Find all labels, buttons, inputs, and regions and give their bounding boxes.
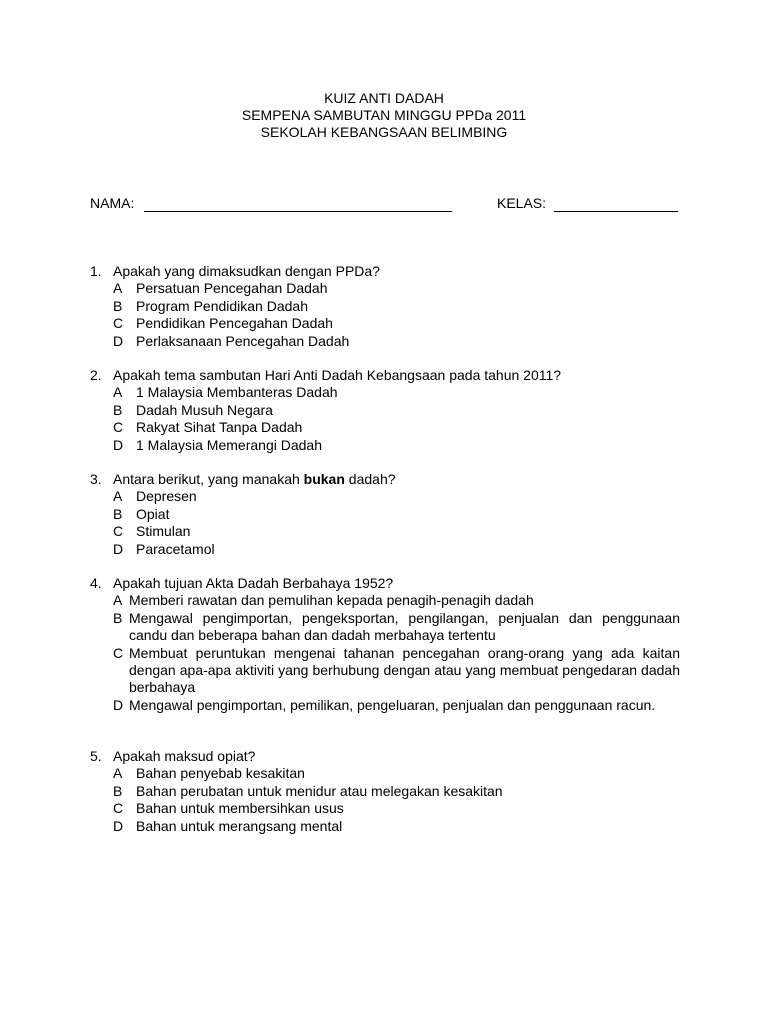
- option-text: Bahan penyebab kesakitan: [136, 765, 305, 782]
- question-number: 1.: [90, 263, 102, 279]
- question-number: 2.: [90, 367, 102, 383]
- option-b: [90, 298, 680, 315]
- option-letter: B: [113, 505, 123, 522]
- option-b: [90, 402, 680, 419]
- option-letter: C: [113, 644, 124, 661]
- option-d: [90, 697, 680, 714]
- option-text: Pendidikan Pencegahan Dadah: [136, 315, 333, 332]
- question-number: 5.: [90, 748, 102, 764]
- option-letter: D: [113, 436, 124, 453]
- question-1: [90, 263, 680, 350]
- option-a: [90, 384, 680, 401]
- option-text: Rakyat Sihat Tanpa Dadah: [136, 419, 303, 436]
- option-text: Mengawal pengimportan, pengeksportan, pengilangan, penjualan dan penggunaan candu dan beberapa bahan dan dadah merbahaya tertentu: [129, 609, 680, 644]
- class-blank-line: [554, 211, 678, 212]
- option-c: [90, 800, 680, 817]
- option-letter: C: [113, 419, 124, 436]
- question-text-after: dadah?: [344, 471, 396, 487]
- option-letter: B: [113, 297, 123, 314]
- question-emphasis: bukan: [303, 471, 345, 487]
- option-letter: D: [113, 332, 124, 349]
- option-text: 1 Malaysia Membanteras Dadah: [136, 384, 338, 401]
- option-letter: A: [113, 488, 123, 505]
- name-blank-line: [144, 211, 452, 212]
- option-c: [90, 315, 680, 332]
- option-text: Depresen: [136, 488, 197, 505]
- option-text: Persatuan Pencegahan Dadah: [136, 280, 328, 297]
- option-letter: B: [113, 609, 123, 626]
- option-text: Mengawal pengimportan, pemilikan, pengeluaran, penjualan dan penggunaan racun.: [129, 696, 656, 713]
- document-header: [0, 90, 768, 141]
- question-text: Apakah yang dimaksudkan dengan PPDa?: [113, 263, 380, 279]
- option-text: Bahan perubatan untuk menidur atau melegakan kesakitan: [136, 782, 503, 799]
- header-school: SEKOLAH KEBANGSAAN BELIMBING: [260, 124, 508, 140]
- option-letter: D: [113, 540, 124, 557]
- option-letter: A: [113, 280, 123, 297]
- option-a: [90, 280, 680, 297]
- option-text: Memberi rawatan dan pemulihan kepada penagih-penagih dadah: [129, 592, 534, 609]
- question-number: 3.: [90, 471, 102, 487]
- name-label: NAMA:: [90, 195, 135, 211]
- option-text: Program Pendidikan Dadah: [136, 297, 308, 314]
- option-text: Opiat: [136, 505, 170, 522]
- option-text: Stimulan: [136, 523, 191, 540]
- option-c: [90, 645, 680, 697]
- option-letter: D: [113, 817, 124, 834]
- option-c: [90, 419, 680, 436]
- option-text: Bahan untuk merangsang mental: [136, 817, 343, 834]
- question-number: 4.: [90, 575, 102, 591]
- question-text-before: Antara berikut, yang manakah: [113, 471, 304, 487]
- option-c: [90, 523, 680, 540]
- option-text: Membuat peruntukan mengenai tahanan pencegahan orang-orang yang ada kaitan dengan apa-apa aktiviti yang berhubung dengan atau yang membuat pengedaran dadah berbahaya: [129, 644, 680, 696]
- option-b: [90, 783, 680, 800]
- question-3: [90, 471, 680, 558]
- student-info-row: [90, 194, 680, 216]
- option-letter: A: [113, 384, 123, 401]
- question-text: Apakah tujuan Akta Dadah Berbahaya 1952?: [113, 575, 394, 591]
- option-letter: B: [113, 401, 123, 418]
- question-2: [90, 367, 680, 454]
- header-title: KUIZ ANTI DADAH: [324, 90, 444, 106]
- header-subtitle: SEMPENA SAMBUTAN MINGGU PPDa 2011: [241, 107, 527, 123]
- option-letter: A: [113, 592, 123, 609]
- option-b: [90, 610, 680, 645]
- option-b: [90, 506, 680, 523]
- option-letter: C: [113, 315, 124, 332]
- option-d: [90, 818, 680, 835]
- option-letter: C: [113, 800, 124, 817]
- option-letter: B: [113, 782, 123, 799]
- option-d: [90, 333, 680, 350]
- option-a: [90, 488, 680, 505]
- question-4: [90, 575, 680, 714]
- option-text: Perlaksanaan Pencegahan Dadah: [136, 332, 350, 349]
- class-label: KELAS:: [497, 195, 547, 211]
- option-letter: A: [113, 765, 123, 782]
- option-text: Bahan untuk membersihkan usus: [136, 800, 344, 817]
- option-a: [90, 592, 680, 609]
- option-a: [90, 765, 680, 782]
- option-text: Paracetamol: [136, 540, 215, 557]
- option-text: Dadah Musuh Negara: [136, 401, 273, 418]
- option-letter: C: [113, 523, 124, 540]
- option-letter: D: [113, 696, 124, 713]
- option-d: [90, 437, 680, 454]
- question-text: Apakah tema sambutan Hari Anti Dadah Kebangsaan pada tahun 2011?: [113, 367, 562, 383]
- option-d: [90, 541, 680, 558]
- option-text: 1 Malaysia Memerangi Dadah: [136, 436, 322, 453]
- question-5: [90, 748, 680, 835]
- question-text: Apakah maksud opiat?: [113, 748, 256, 764]
